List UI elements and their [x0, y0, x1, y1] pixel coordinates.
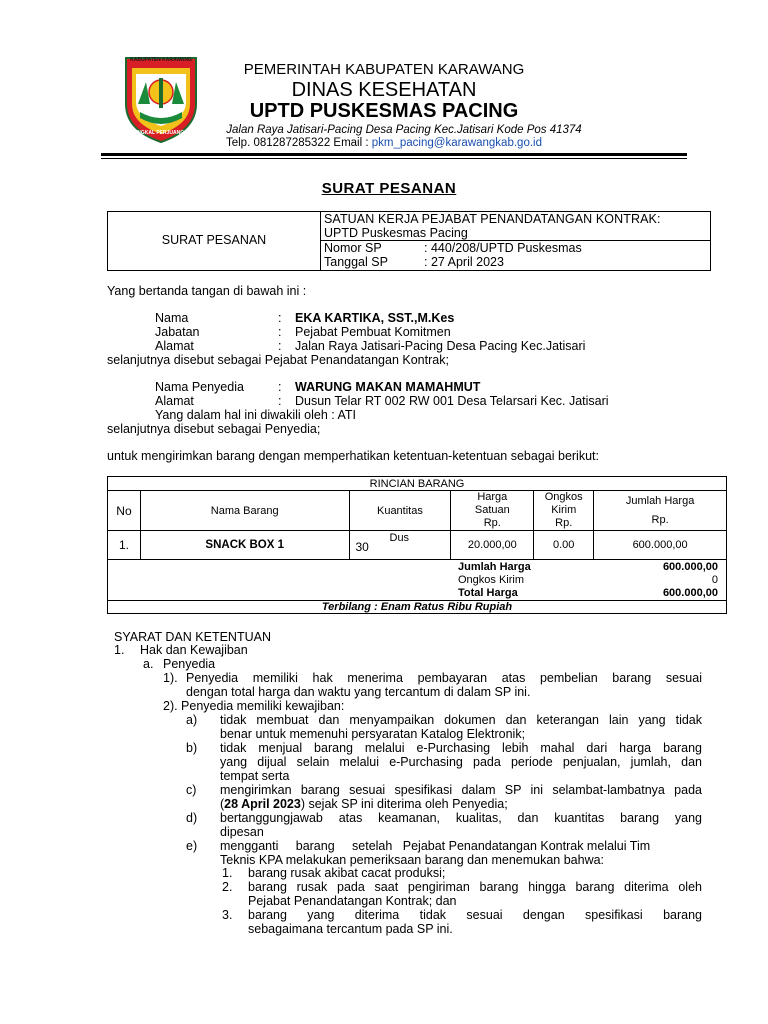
row-jumlah: 600.000,00	[594, 531, 727, 560]
pejabat-alamat-label: Alamat	[155, 339, 194, 353]
satker-value: UPTD Puskesmas Pacing	[324, 226, 468, 240]
kewajiban-a-line-2: benar untuk memenuhi persyaratan Katalog Elektronik;	[220, 727, 526, 741]
penyedia-nama-label: Nama Penyedia	[155, 380, 244, 394]
sub-2-label: 2.	[222, 880, 233, 894]
sub-3-line-2: sebagaimana tercantum pada SP ini.	[248, 922, 453, 936]
kewajiban-e-line-2: Teknis KPA melakukan pemeriksaan barang dan menemukan bahwa:	[220, 853, 605, 867]
rincian-barang-table	[107, 476, 727, 614]
kewajiban-e-line-1: mengganti barang setelah Pejabat Penandatangan Kontrak melalui Tim	[220, 839, 651, 853]
ongkos-kirim-value: 0	[711, 574, 718, 586]
kewajiban-a-label: a)	[186, 713, 198, 727]
sub-1-label: 1.	[222, 866, 233, 880]
penyedia-closing: selanjutnya disebut sebagai Penyedia;	[107, 422, 321, 436]
kop-rule-thin	[101, 158, 687, 159]
col-header-jumlah-line: Jumlah Harga	[625, 494, 695, 507]
penyedia-wakil: Yang dalam hal ini diwakili oleh : ATI	[155, 408, 357, 422]
kewajiban-b-label: b)	[186, 741, 198, 755]
kewajiban-b-line-3: tempat serta	[220, 769, 290, 783]
sub-2-line-1: barang rusak pada saat pengiriman barang hingga barang diterima oleh	[248, 880, 702, 894]
penyedia-alamat-value: Dusun Telar RT 002 RW 001 Desa Telarsari Kec. Jatisari	[295, 394, 609, 408]
kewajiban-c-line-2	[220, 797, 508, 812]
col-header-ongkos-line: Ongkos	[544, 491, 583, 503]
kop-uptd: UPTD PUSKESMAS PACING	[249, 100, 519, 122]
p1-line-2: dengan total harga dan waktu yang tercantum di dalam SP ini.	[186, 685, 531, 699]
pejabat-alamat-value: Jalan Raya Jatisari-Pacing Desa Pacing Kec.Jatisari	[295, 339, 586, 353]
rincian-caption: RINCIAN BARANG	[108, 477, 727, 491]
sub-3-label: 3.	[222, 908, 233, 922]
table-row	[108, 531, 727, 560]
col-header-satuan-line: Satuan	[474, 504, 510, 516]
pejabat-closing: selanjutnya disebut sebagai Pejabat Penandatangan Kontrak;	[107, 353, 449, 367]
row-unit: Dus	[389, 532, 410, 544]
col-header-kirim-line: Kirim	[551, 504, 577, 516]
penyedia-alamat-label: Alamat	[155, 394, 194, 408]
p1-line-1: Penyedia memiliki hak menerima pembayaran atas pembelian barang sesuai	[186, 671, 702, 685]
logo-bottom-text: PANGKAL PERJUANGAN	[130, 130, 192, 136]
col-header-kuantitas: Kuantitas	[349, 491, 451, 531]
row-ongkos-kirim: 0.00	[534, 531, 594, 560]
jumlah-harga-label: Jumlah Harga	[458, 561, 531, 573]
total-harga-label: Total Harga	[458, 587, 518, 599]
kop-email: pkm_pacing@karawangkab.go.id	[371, 137, 542, 149]
jumlah-harga-value: 600.000,00	[662, 561, 718, 573]
nomor-sp-value: : 440/208/UPTD Puskesmas	[424, 241, 582, 255]
pejabat-nama-label: Nama	[155, 311, 189, 325]
logo-top-text: KABUPATEN KARAWANG	[130, 57, 192, 63]
kewajiban-c-line-1: mengirimkan barang sesuai spesifikasi dalam SP ini selambat-lambatnya pada	[220, 783, 702, 797]
satker-label: SATUAN KERJA PEJABAT PENANDATANGAN KONTRAK:	[324, 212, 661, 226]
intro-text: Yang bertanda tangan di bawah ini :	[107, 284, 307, 298]
sp-header-box	[107, 211, 711, 271]
col-header-harga-satuan	[451, 491, 534, 531]
kewajiban-a-line-1: tidak membuat dan menyampaikan dokumen dan keterangan lain yang tidak	[220, 713, 702, 727]
kewajiban-c-rest: ) sejak SP ini diterima oleh Penyedia;	[300, 797, 508, 811]
syarat-heading: SYARAT DAN KETENTUAN	[114, 630, 271, 644]
sub-a-text: Penyedia	[163, 657, 216, 671]
sub-2-line-2: Pejabat Penandatangan Kontrak; dan	[248, 894, 457, 908]
pejabat-nama-value: EKA KARTIKA, SST.,M.Kes	[295, 311, 455, 325]
p1-num: 1).	[163, 671, 178, 685]
col-header-harga-line: Harga	[477, 491, 508, 503]
kewajiban-b-line-2: yang dijual selain melalui e-Purchasing pada periode penjualan, jumlah, dan	[220, 755, 702, 769]
colon: :	[278, 380, 282, 394]
col-header-rp-line: Rp.	[555, 517, 573, 529]
kop-address: Jalan Raya Jatisari-Pacing Desa Pacing Kec.Jatisari Kode Pos 41374	[226, 124, 582, 136]
row-harga-satuan: 20.000,00	[451, 531, 534, 560]
sp-header-left-label: SURAT PESANAN	[161, 233, 267, 247]
pejabat-jabatan-label: Jabatan	[155, 325, 200, 339]
colon: :	[278, 311, 282, 325]
row-nama-barang: SNACK BOX 1	[140, 531, 349, 560]
penyedia-nama-value: WARUNG MAKAN MAMAHMUT	[295, 380, 481, 394]
ongkos-kirim-label: Ongkos Kirim	[458, 574, 525, 586]
col-header-nama-barang: Nama Barang	[140, 491, 349, 531]
colon: :	[278, 325, 282, 339]
p2-text: 2). Penyedia memiliki kewajiban:	[163, 699, 345, 713]
tanggal-sp-value: : 27 April 2023	[424, 255, 504, 269]
col-header-no: No	[108, 491, 141, 531]
kop-dinas: DINAS KESEHATAN	[291, 79, 477, 101]
kewajiban-b-line-1: tidak menjual barang melalui e-Purchasing lebih mahal dari harga barang	[220, 741, 702, 755]
row-qty: 30	[355, 540, 369, 554]
document-title: SURAT PESANAN	[321, 180, 457, 197]
terbilang-text: Terbilang : Enam Ratus Ribu Rupiah	[108, 601, 727, 614]
col-header-rp-line: Rp.	[483, 517, 501, 529]
total-harga-value: 600.000,00	[662, 587, 718, 599]
sub-a-label: a.	[143, 657, 154, 671]
kewajiban-d-label: d)	[186, 811, 198, 825]
kewajiban-c-label: c)	[186, 783, 197, 797]
syarat-num-1: 1.	[114, 643, 125, 657]
kewajiban-d-line-1: bertanggungjawab atas keamanan, kualitas, dan kuantitas barang yang	[220, 811, 702, 825]
hak-kewajiban: Hak dan Kewajiban	[140, 643, 248, 657]
colon: :	[278, 339, 282, 353]
kop-pemerintah: PEMERINTAH KABUPATEN KARAWANG	[243, 61, 525, 78]
instruction-text: untuk mengirimkan barang dengan memperhatikan ketentuan-ketentuan sebagai berikut:	[107, 449, 599, 463]
kewajiban-d-line-2: dipesan	[220, 825, 264, 839]
row-no: 1.	[108, 531, 141, 560]
row-kuantitas	[349, 531, 451, 560]
nomor-sp-label: Nomor SP	[324, 241, 382, 255]
kop-rule-thick	[101, 153, 687, 156]
paren-open: (	[220, 797, 225, 811]
pejabat-jabatan-value: Pejabat Pembuat Komitmen	[295, 325, 451, 339]
tanggal-sp-label: Tanggal SP	[324, 255, 388, 269]
kewajiban-e-label: e)	[186, 839, 198, 853]
col-header-jumlah-harga	[594, 491, 727, 531]
totals-block	[108, 560, 727, 601]
sub-3-line-1: barang yang diterima tidak sesuai dengan spesifikasi barang	[248, 908, 702, 922]
deadline-date: 28 April 2023	[224, 797, 301, 811]
kop-telephone: Telp. 081287285322 Email :	[225, 137, 372, 149]
sub-1-text: barang rusak akibat cacat produksi;	[248, 866, 446, 880]
kop-contact	[0, 137, 768, 149]
col-header-ongkos-kirim	[534, 491, 594, 531]
colon: :	[278, 394, 282, 408]
col-header-rp-line: Rp.	[651, 513, 669, 526]
